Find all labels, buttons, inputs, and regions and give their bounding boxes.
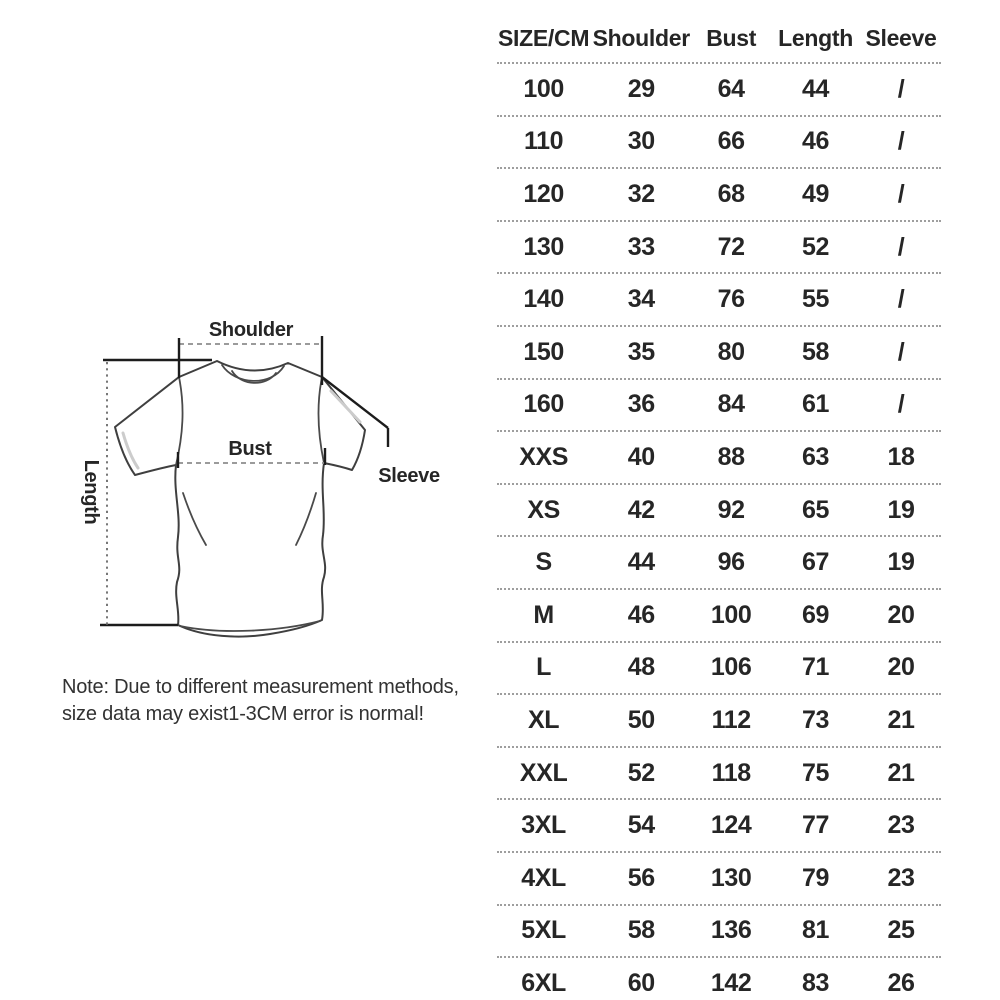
table-row <box>497 695 941 748</box>
size-cell: 130 <box>523 232 564 261</box>
shoulder-cell: 33 <box>627 232 655 261</box>
header-shoulder: Shoulder <box>592 24 690 51</box>
bust-cell: 88 <box>717 442 745 471</box>
shoulder-cell: 42 <box>627 495 655 524</box>
bust-label: Bust <box>228 438 272 460</box>
sleeve-cell: / <box>897 74 905 103</box>
shoulder-cell: 54 <box>627 811 655 840</box>
table-row <box>497 485 941 538</box>
size-cell: XXS <box>519 442 569 471</box>
shoulder-cell: 48 <box>627 653 655 682</box>
length-cell: 75 <box>802 758 830 787</box>
table-row <box>497 800 941 853</box>
table-row <box>497 64 941 117</box>
length-cell: 73 <box>802 705 830 734</box>
size-cell: XS <box>527 495 560 524</box>
bust-cell: 92 <box>717 495 745 524</box>
note-line-1: Note: Due to different measurement methods, <box>62 676 459 698</box>
shoulder-cell: 50 <box>627 705 655 734</box>
table-row <box>497 169 941 222</box>
sleeve-cell: 20 <box>887 600 915 629</box>
length-cell: 81 <box>802 916 830 945</box>
size-cell: 120 <box>523 179 564 208</box>
note-line-2: size data may exist1-3CM error is normal! <box>62 703 424 725</box>
size-cell: 3XL <box>521 811 566 840</box>
sleeve-cell: / <box>897 285 905 314</box>
sleeve-cell: / <box>897 127 905 156</box>
measurement-note <box>62 674 482 728</box>
length-cell: 63 <box>802 442 830 471</box>
size-cell: 160 <box>523 390 564 419</box>
length-label: Length <box>80 459 102 525</box>
bust-cell: 66 <box>717 127 745 156</box>
shoulder-cell: 30 <box>627 127 655 156</box>
sleeve-cell: 23 <box>887 863 915 892</box>
table-row <box>497 117 941 170</box>
table-row <box>497 748 941 801</box>
bust-cell: 80 <box>717 337 745 366</box>
table-row <box>497 643 941 696</box>
size-cell: 4XL <box>521 863 566 892</box>
size-cell: 100 <box>523 74 564 103</box>
sleeve-cell: 25 <box>887 916 915 945</box>
size-cell: 140 <box>523 285 564 314</box>
length-cell: 49 <box>802 179 830 208</box>
size-cell: 6XL <box>521 968 566 997</box>
bust-cell: 136 <box>710 916 752 945</box>
length-cell: 65 <box>802 495 830 524</box>
table-row <box>497 590 941 643</box>
table-row <box>497 274 941 327</box>
bust-cell: 106 <box>710 653 752 682</box>
sleeve-cell: 20 <box>887 653 915 682</box>
shoulder-cell: 46 <box>627 600 655 629</box>
sleeve-cell: 19 <box>887 548 915 577</box>
size-cell: 5XL <box>521 916 566 945</box>
header-sleeve: Sleeve <box>865 24 937 51</box>
table-row <box>497 537 941 590</box>
bust-cell: 118 <box>711 758 751 787</box>
shoulder-cell: 60 <box>627 968 655 997</box>
length-cell: 55 <box>802 285 830 314</box>
sleeve-cell: 21 <box>887 705 915 734</box>
bust-cell: 84 <box>717 390 745 419</box>
size-cell: XL <box>528 705 560 734</box>
tshirt-outline <box>115 361 365 637</box>
table-row <box>497 432 941 485</box>
size-cell: 150 <box>523 337 564 366</box>
tshirt-measurement-diagram <box>35 295 445 645</box>
bust-cell: 112 <box>711 705 751 734</box>
length-cell: 67 <box>802 548 830 577</box>
length-cell: 44 <box>802 74 830 103</box>
table-row <box>497 853 941 906</box>
shoulder-cell: 40 <box>627 442 655 471</box>
header-bust: Bust <box>706 24 757 51</box>
length-cell: 71 <box>802 653 830 682</box>
bust-cell: 124 <box>710 811 752 840</box>
shoulder-label: Shoulder <box>208 319 294 341</box>
size-cell: L <box>536 653 552 682</box>
sleeve-cell: 18 <box>887 442 915 471</box>
shoulder-cell: 52 <box>627 758 655 787</box>
size-table <box>497 14 941 1000</box>
size-cell: 110 <box>524 127 564 156</box>
table-row <box>497 958 941 1000</box>
shoulder-cell: 56 <box>627 863 655 892</box>
sleeve-label: Sleeve <box>378 465 440 487</box>
sleeve-cell: 26 <box>887 968 915 997</box>
length-cell: 83 <box>802 968 830 997</box>
size-table-body <box>497 64 941 1000</box>
sleeve-cell: / <box>897 390 905 419</box>
length-cell: 52 <box>802 232 830 261</box>
shoulder-cell: 34 <box>627 285 655 314</box>
shoulder-cell: 32 <box>627 179 655 208</box>
sleeve-cell: 23 <box>887 811 915 840</box>
bust-cell: 72 <box>717 232 745 261</box>
length-cell: 46 <box>802 127 830 156</box>
sleeve-cell: 19 <box>887 495 915 524</box>
length-cell: 79 <box>802 863 830 892</box>
bust-cell: 64 <box>717 74 745 103</box>
table-row <box>497 380 941 433</box>
size-table-header-row <box>497 14 941 64</box>
length-cell: 58 <box>802 337 830 366</box>
bust-cell: 142 <box>710 968 752 997</box>
sleeve-cell: / <box>897 232 905 261</box>
bust-cell: 100 <box>710 600 752 629</box>
shoulder-cell: 29 <box>627 74 655 103</box>
length-cell: 69 <box>802 600 830 629</box>
length-cell: 61 <box>802 390 830 419</box>
shoulder-cell: 44 <box>627 548 655 577</box>
table-row <box>497 222 941 275</box>
length-cell: 77 <box>802 811 830 840</box>
size-cell: M <box>533 600 554 629</box>
sleeve-cell: / <box>897 179 905 208</box>
bust-cell: 68 <box>717 179 745 208</box>
bust-cell: 76 <box>717 285 745 314</box>
bust-cell: 96 <box>717 548 745 577</box>
table-row <box>497 906 941 959</box>
size-cell: XXL <box>519 758 568 787</box>
table-row <box>497 327 941 380</box>
sleeve-cell: / <box>897 337 905 366</box>
shoulder-cell: 35 <box>627 337 655 366</box>
size-cell: S <box>535 548 552 577</box>
header-size-cm: SIZE/CM <box>498 24 590 51</box>
header-length: Length <box>778 24 853 51</box>
bust-cell: 130 <box>710 863 752 892</box>
shoulder-cell: 36 <box>627 390 655 419</box>
sleeve-cell: 21 <box>887 758 915 787</box>
shoulder-cell: 58 <box>627 916 655 945</box>
